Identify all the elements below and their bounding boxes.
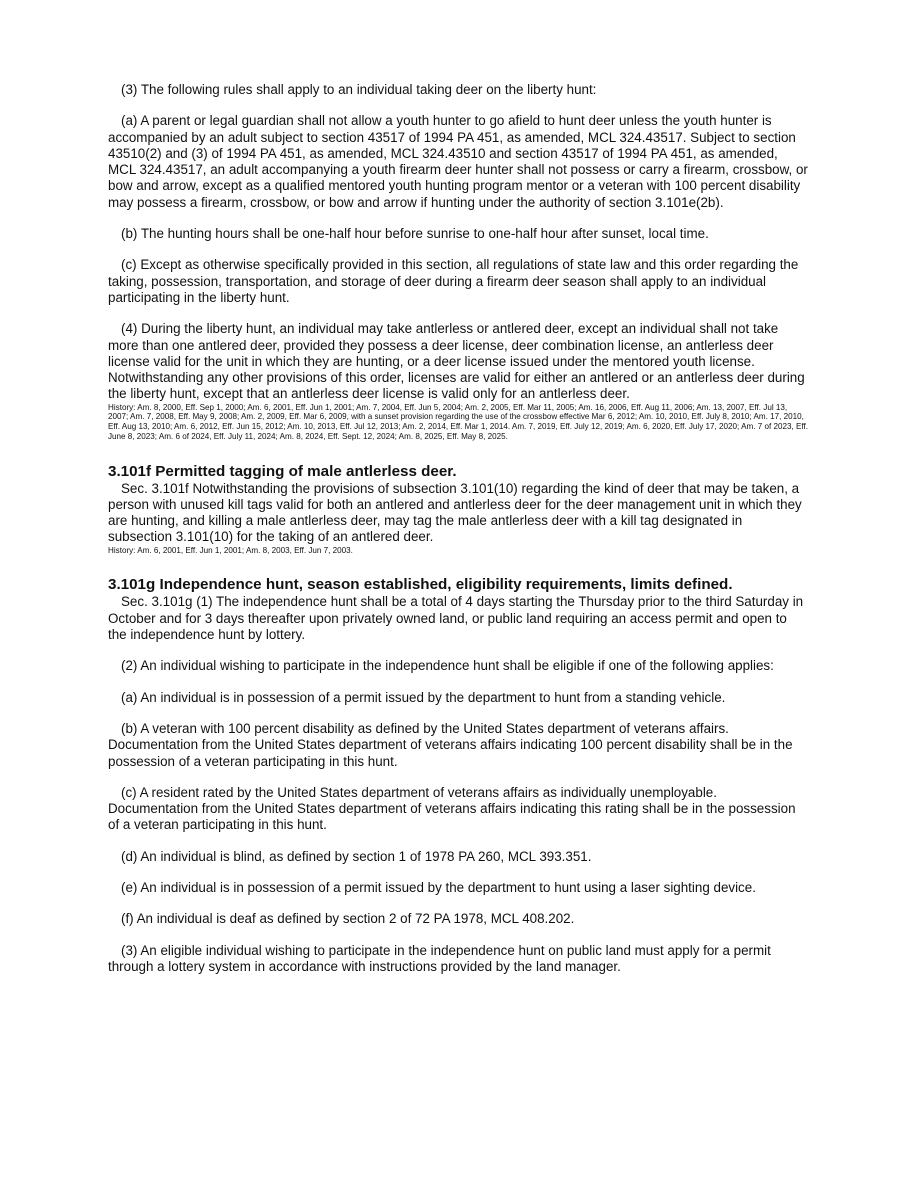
paragraph-2e-laser-sighting: (e) An individual is in possession of a permit issued by the department to hunt using a laser sighting device. (121, 880, 756, 896)
paragraph-3b-hunting-hours: (b) The hunting hours shall be one-half hour before sunrise to one-half hour after sunset, local time. (121, 226, 709, 242)
paragraph-3c-regulations: (c) Except as otherwise specifically provided in this section, all regulations of state law and this order regarding the taking, possession, transportation, and storage of deer during a firearm deer season shall apply to an individual participating in the liberty hunt. (108, 257, 799, 305)
paragraph-2a-standing-vehicle: (a) An individual is in possession of a permit issued by the department to hunt from a standing vehicle. (121, 689, 726, 705)
paragraph-4-liberty-limits: (4) During the liberty hunt, an individual may take antlerless or antlered deer, except an individual shall not take more than one antlered deer, provided they possess a deer license, deer combination license, an antlerless deer license valid for the unit in which they are hunting, or a deer license issued under the mentored youth license. Notwithstanding any other provisions of this order, licenses are valid for either an antlered or an antlerless deer during the liberty hunt, except that an antlerless deer license is valid only for an antlerless deer. (108, 321, 805, 402)
history-note-3-101e: History: Am. 8, 2000, Eff. Sep 1, 2000; Am. 6, 2001, Eff. Jun 1, 2001; Am. 7, 2004, Eff. Jun 5, 2004; Am. 2, 2005, Eff. Mar 11, 2005; Am. 16, 2006, Eff. Aug 11, 2006; Am. 13, 2007, Eff. Jul 13, 2007; Am. 7, 2008, Eff. May 9, 2008; Am. 2, 2009, Eff. Mar 6, 2009, with a sunset provision regarding the use of the crossbow effective Mar 6, 2012; Am. 10, 2010, Eff. July 8, 2010; Am. 17, 2010, Eff. Aug 13, 2010; Am. 6, 2012, Eff. Jun 15, 2012; Am. 10, 2013, Eff. Jul 12, 2013; Am. 2, 2014, Eff. Mar 1, 2014. Am. 7, 2019, Eff. July 12, 2019; Am. 6, 2020, Eff. July 17, 2020; Am. 7 of 2023, Eff. June 8, 2023; Am. 6 of 2024, Eff. July 11, 2024; Am. 8, 2024, Eff. Sept. 12, 2024; Am. 8, 2025, Eff. May 8, 2025. (108, 402, 808, 441)
paragraph-2b-disabled-veteran: (b) A veteran with 100 percent disability as defined by the United States department of veterans affairs. Documentation from the United States department of veterans affairs indicating 100 percent disability shall be in the possession of a veteran participating in this hunt. (108, 720, 793, 769)
paragraph-3-liberty-rules: (3) The following rules shall apply to an individual taking deer on the liberty hunt: (121, 82, 597, 97)
paragraph-2-eligibility: (2) An individual wishing to participate in the independence hunt shall be eligible if one of the following applies: (121, 658, 774, 674)
paragraph-3a-youth-accompaniment: (a) A parent or legal guardian shall not allow a youth hunter to go afield to hunt deer unless the youth hunter is accompanied by an adult subject to section 43517 of 1994 PA 451, as amended, MCL 324.43517. Subject to section 43510(2) and (3) of 1994 PA 451, as amended, MCL 324.43510 and section 43517 of 1994 PA 451, as amended, MCL 324.43517, an adult accompanying a youth firearm deer hunter shall not possess or carry a firearm, crossbow, or bow and arrow, except as a qualified mentored youth hunting program mentor or a veteran with 100 percent disability may possess a firearm, crossbow, or bow and arrow if hunting under the authority of section 3.101e(2b). (108, 113, 808, 210)
section-body-3-101f: Sec. 3.101f Notwithstanding the provisions of subsection 3.101(10) regarding the kind of deer that may be taken, a person with unused kill tags valid for both an antlered and antlerless deer for the deer management unit in which they are hunting, and killing a male antlerless deer, may tag the male antlerless deer with a kill tag designated in subsection 3.101(10) for the taking of an antlered deer. (108, 480, 802, 545)
document-page (108, 82, 808, 975)
paragraph-3-public-land-lottery: (3) An eligible individual wishing to participate in the independence hunt on public land must apply for a permit through a lottery system in accordance with instructions provided by the land manager. (108, 942, 771, 974)
paragraph-2c-unemployable-veteran: (c) A resident rated by the United States department of veterans affairs as individually unemployable. Documentation from the United States department of veterans affairs indicating this rating shall be in the possession of a veteran participating in this hunt. (108, 784, 796, 833)
history-note-3-101f: History: Am. 6, 2001, Eff. Jun 1, 2001; Am. 8, 2003, Eff. Jun 7, 2003. (108, 545, 353, 555)
section-heading-3-101f: 3.101f Permitted tagging of male antlerless deer. (108, 462, 457, 480)
section-heading-3-101g: 3.101g Independence hunt, season established, eligibility requirements, limits defined. (108, 576, 733, 594)
paragraph-2f-deaf: (f) An individual is deaf as defined by section 2 of 72 PA 1978, MCL 408.202. (121, 911, 575, 927)
paragraph-1-independence-season: Sec. 3.101g (1) The independence hunt shall be a total of 4 days starting the Thursday prior to the third Saturday in October and for 3 days thereafter upon privately owned land, or public land requiring an access permit and open to the independence hunt by lottery. (108, 594, 804, 643)
paragraph-2d-blind: (d) An individual is blind, as defined by section 1 of 1978 PA 260, MCL 393.351. (121, 848, 592, 864)
